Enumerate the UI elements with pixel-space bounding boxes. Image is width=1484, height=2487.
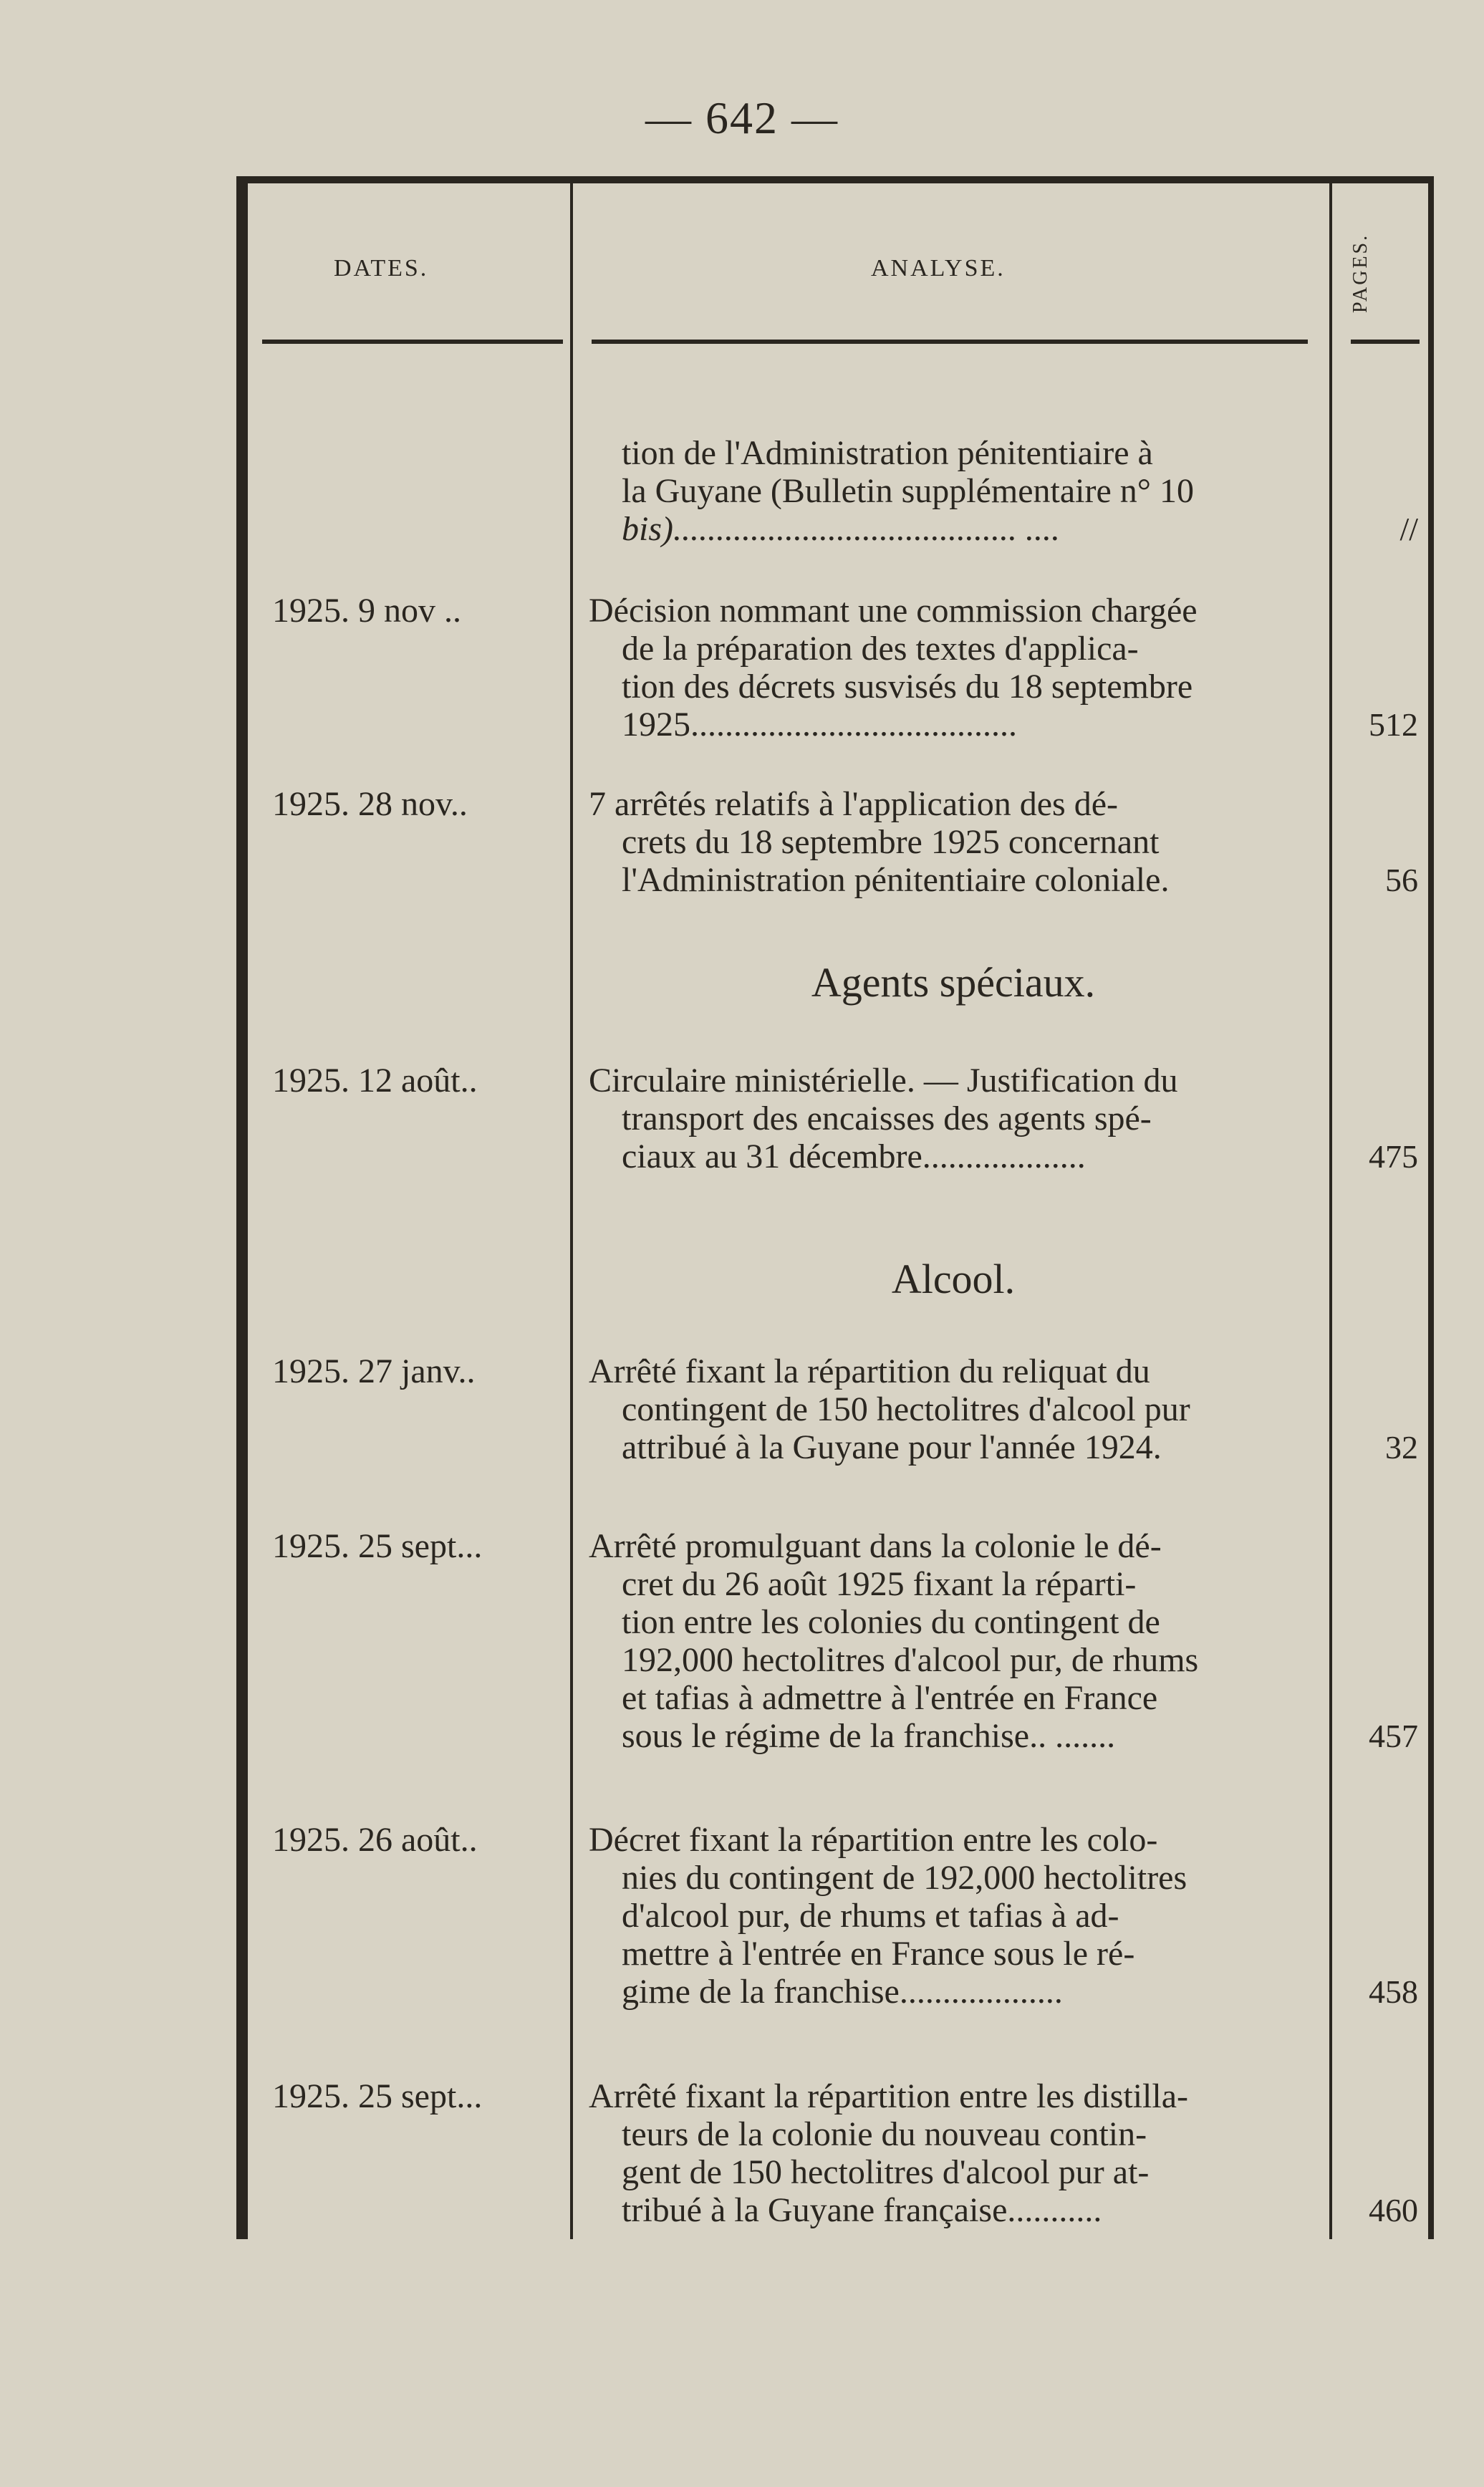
row-date: 1925. 25 sept...	[272, 2077, 483, 2115]
row-date: 1925. 12 août..	[272, 1062, 478, 1100]
analysis-line: ciaux au 31 décembre...................	[622, 1137, 1086, 1175]
row-analysis	[589, 1062, 1322, 1175]
analysis-line: attribué à la Guyane pour l'année 1924.	[622, 1428, 1162, 1466]
analysis-line: Arrêté promulguant dans la colonie le dé-	[589, 1527, 1162, 1565]
analysis-line: crets du 18 septembre 1925 concernant	[622, 823, 1160, 861]
analysis-line: contingent de 150 hectolitres d'alcool pur	[622, 1390, 1190, 1428]
section-heading: Agents spéciaux.	[811, 959, 1096, 1006]
row-page: 32	[1385, 1429, 1418, 1466]
analysis-line: l'Administration pénitentiaire coloniale.	[622, 861, 1170, 899]
analysis-line: 192,000 hectolitres d'alcool pur, de rhums	[622, 1641, 1199, 1679]
analysis-line: nies du contingent de 192,000 hectolitres	[622, 1859, 1187, 1897]
header-analyse: ANALYSE.	[871, 255, 1006, 282]
row-analysis	[589, 434, 1322, 548]
analysis-line: Décret fixant la répartition entre les colo-	[589, 1821, 1158, 1859]
analysis-line: Décision nommant une commission chargée	[589, 592, 1198, 630]
row-date: 1925. 28 nov..	[272, 785, 468, 823]
row-analysis	[589, 2077, 1322, 2229]
analysis-line: et tafias à admettre à l'entrée en France	[622, 1679, 1158, 1717]
analysis-line: gime de la franchise...................	[622, 1973, 1063, 2011]
header-rule-analyse	[592, 340, 1308, 344]
analysis-line: tion des décrets susvisés du 18 septembre	[622, 668, 1193, 706]
analysis-line: tribué à la Guyane française...........	[622, 2191, 1102, 2229]
analysis-line: d'alcool pur, de rhums et tafias à ad-	[622, 1897, 1119, 1935]
analysis-line: teurs de la colonie du nouveau contin-	[622, 2115, 1147, 2153]
analysis-line: sous le régime de la franchise.. .......	[622, 1717, 1116, 1755]
analysis-line: transport des encaisses des agents spé-	[622, 1100, 1152, 1137]
index-table	[236, 176, 1434, 2239]
analysis-line: tion de l'Administration pénitentiaire à	[622, 434, 1153, 472]
row-date: 1925. 25 sept...	[272, 1527, 483, 1565]
row-date: 1925. 27 janv..	[272, 1352, 476, 1390]
row-analysis	[589, 785, 1322, 899]
row-page: 475	[1369, 1138, 1418, 1175]
analysis-line: 1925......................................	[622, 706, 1017, 744]
section-heading: Alcool.	[891, 1256, 1016, 1302]
analysis-line: de la préparation des textes d'applica-	[622, 630, 1139, 668]
header-pages: PAGES.	[1349, 233, 1372, 313]
row-date: 1925. 26 août..	[272, 1821, 478, 1859]
row-page: 460	[1369, 2192, 1418, 2228]
analysis-line: la Guyane (Bulletin supplémentaire n° 10	[622, 472, 1194, 510]
analysis-line: Circulaire ministérielle. — Justification du	[589, 1062, 1178, 1100]
row-analysis	[589, 1821, 1322, 2011]
row-page: 458	[1369, 1973, 1418, 2010]
analysis-line: 7 arrêtés relatifs à l'application des dé-	[589, 785, 1118, 823]
row-page: 512	[1369, 706, 1418, 743]
column-divider-pages	[1329, 183, 1332, 2239]
row-analysis	[589, 1352, 1322, 1466]
row-date: 1925. 9 nov ..	[272, 592, 461, 630]
row-page: 56	[1385, 862, 1418, 898]
row-page: //	[1399, 511, 1418, 547]
analysis-line: Arrêté fixant la répartition entre les distilla-	[589, 2077, 1188, 2115]
row-analysis	[589, 592, 1322, 744]
column-divider-dates	[570, 183, 573, 2239]
header-rule-dates	[262, 340, 563, 344]
row-analysis	[589, 1527, 1322, 1755]
analysis-line: mettre à l'entrée en France sous le ré-	[622, 1935, 1135, 1973]
header-dates: DATES.	[334, 255, 429, 282]
row-page: 457	[1369, 1718, 1418, 1754]
header-rule-pages	[1351, 340, 1420, 344]
analysis-line: tion entre les colonies du contingent de	[622, 1603, 1160, 1641]
analysis-line: Arrêté fixant la répartition du reliquat du	[589, 1352, 1150, 1390]
page-number: — 642 —	[645, 92, 839, 143]
analysis-line: bis)........................................ ....	[622, 510, 1060, 548]
analysis-line: cret du 26 août 1925 fixant la réparti-	[622, 1565, 1137, 1603]
analysis-line: gent de 150 hectolitres d'alcool pur at-	[622, 2153, 1150, 2191]
